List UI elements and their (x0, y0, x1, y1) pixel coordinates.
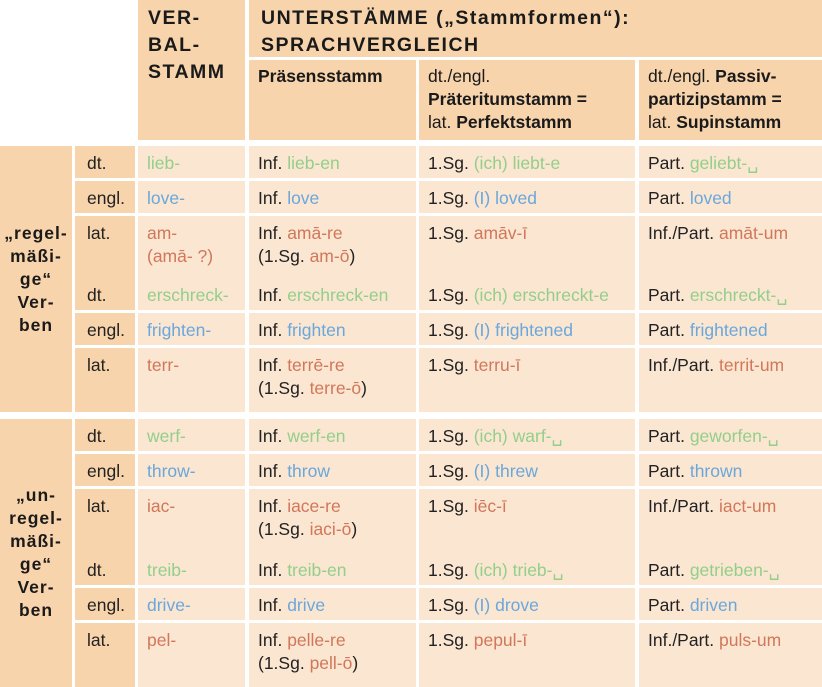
verb-stem: erschreck- (147, 285, 229, 305)
praeteritum-prefix: 1.Sg. (428, 496, 474, 516)
supin-prefix: Part. (648, 188, 690, 208)
praeteritum-line (428, 284, 627, 307)
supin-line (648, 152, 814, 175)
language-cell (75, 419, 135, 451)
supin-prefix: Part. (648, 285, 690, 305)
verbalstamm-line: BAL- (148, 34, 201, 56)
verb-stem: lieb- (147, 153, 181, 173)
praesens-line (258, 594, 408, 617)
praesens-line (258, 284, 408, 307)
praeteritum-prefix: 1.Sg. (428, 560, 474, 580)
supin-line1-bold: Passiv- (715, 66, 777, 86)
language-label: dt. (87, 426, 107, 446)
unterstaemme-line: SPRACHVERGLEICH (261, 34, 480, 56)
verb-stem-line (147, 187, 237, 210)
verb-stem-cell (138, 553, 245, 585)
praet-line1-text: dt./engl. (428, 66, 491, 86)
praeteritum-line (428, 594, 627, 617)
verb-stem: love- (147, 188, 185, 208)
praesens-line (258, 559, 408, 582)
verb-stem-cell (138, 454, 245, 486)
language-label: engl. (87, 320, 125, 340)
group-label-irregular (0, 419, 72, 687)
verb-stem-cell (138, 588, 245, 620)
header-corner (0, 0, 135, 140)
praesens-alt-suffix: ) (361, 378, 367, 398)
group-label-line: ben (18, 600, 54, 620)
praesens-alt-line (258, 245, 408, 268)
praesens-line (258, 319, 408, 342)
group-label-line: ge“ (19, 268, 53, 289)
praesens-cell (249, 489, 416, 553)
verb-stem-line (147, 559, 237, 582)
verb-stem: pel- (147, 630, 177, 650)
praeteritum-line (428, 354, 627, 377)
praeteritum-form: pepul-ī (473, 630, 528, 650)
praesens-form: throw (287, 461, 330, 481)
praeteritum-line (428, 425, 627, 448)
supin-cell (639, 553, 822, 585)
praesens-alt-prefix: (1.Sg. (258, 519, 310, 539)
verb-stem-cell (138, 313, 245, 345)
language-label: lat. (87, 496, 111, 516)
praesens-line (258, 629, 408, 652)
supin-cell (639, 216, 822, 280)
praesens-line (258, 187, 408, 210)
praeteritum-form: frightened (495, 320, 573, 340)
praeteritum-line (428, 460, 627, 483)
verb-stem-cell (138, 623, 245, 687)
supin-prefix: Part. (648, 595, 690, 615)
language-label: dt. (87, 285, 107, 305)
praesens-form: iace-re (287, 496, 341, 516)
praeteritum-line (428, 152, 627, 175)
praesens-alt-suffix: ) (352, 653, 359, 673)
praeteritum-prefix: 1.Sg. (428, 188, 474, 208)
praeteritum-cell (419, 348, 635, 412)
supin-form: amāt-um (719, 223, 789, 243)
praeteritum-form: liebt-e (512, 153, 561, 173)
verb-stem-line (147, 425, 237, 448)
verb-stem: iac- (147, 496, 176, 516)
group-label-line: ben (18, 314, 54, 335)
verb-stem-alt-line (147, 245, 237, 268)
supin-prefix: Inf./Part. (648, 355, 719, 375)
supin-line2 (648, 88, 814, 111)
supin-cell (639, 419, 822, 451)
verbalstamm-line: VER- (148, 7, 201, 29)
praet-line1 (428, 65, 627, 88)
language-label: dt. (87, 153, 107, 173)
supin-line (648, 629, 814, 652)
supin-line (648, 284, 814, 307)
praeteritum-prefix: 1.Sg. (428, 595, 474, 615)
praesens-form: treib-en (287, 560, 347, 580)
header-supinstamm (639, 60, 822, 140)
praesens-prefix: Inf. (258, 461, 288, 481)
verb-stem: drive- (147, 595, 191, 615)
group-label-line: „regel- (4, 222, 68, 243)
verb-stem: throw- (147, 461, 196, 481)
supin-cell (639, 588, 822, 620)
supin-form: erschreckt-␣ (689, 285, 788, 305)
praesens-line (258, 425, 408, 448)
praeteritum-cell (419, 313, 635, 345)
praesens-prefix: Inf. (258, 320, 288, 340)
supin-cell (639, 348, 822, 412)
supin-line (648, 319, 814, 342)
supin-form: puls-um (719, 630, 782, 650)
supin-cell (639, 623, 822, 687)
praeteritum-prefix: 1.Sg. (428, 320, 474, 340)
praesens-form: pelle-re (287, 630, 346, 650)
verb-stem-line (147, 460, 237, 483)
verb-stem: am- (147, 223, 178, 243)
supin-prefix: Part. (648, 426, 690, 446)
praesens-form: erschreck-en (287, 285, 389, 305)
praeteritum-form: erschreckt-e (512, 285, 609, 305)
praeteritum-prefix: 1.Sg. (428, 355, 474, 375)
supin-line (648, 559, 814, 582)
verb-stem: frighten- (147, 320, 212, 340)
verb-stem-cell (138, 146, 245, 178)
praet-line3-prefix: lat. (428, 112, 457, 132)
praeteritum-prefix: 1.Sg. (428, 153, 474, 173)
verb-stem-line (147, 629, 237, 652)
group-label-line: regel- (9, 508, 63, 528)
praesens-cell (249, 588, 416, 620)
supin-cell (639, 454, 822, 486)
supin-form: loved (689, 188, 732, 208)
praesens-cell (249, 313, 416, 345)
language-cell (75, 553, 135, 585)
language-label: dt. (87, 560, 107, 580)
supin-form: getrieben-␣ (689, 560, 780, 580)
praesens-form: werf-en (287, 426, 346, 446)
language-label: engl. (87, 595, 125, 615)
praesens-line (258, 460, 408, 483)
praesens-form: lieb-en (287, 153, 340, 173)
praeteritum-line (428, 629, 627, 652)
praeteritum-form: amāv-ī (473, 223, 528, 243)
verb-stem-cell (138, 419, 245, 451)
praesens-alt-line (258, 652, 408, 675)
praet-line2-text: Präteritumstamm = (428, 89, 588, 109)
supin-prefix: Part. (648, 560, 690, 580)
praeteritum-cell (419, 553, 635, 585)
praeteritum-line (428, 319, 627, 342)
praesens-cell (249, 278, 416, 310)
verb-stem-line (147, 495, 237, 518)
supin-prefix: Part. (648, 153, 690, 173)
language-cell (75, 348, 135, 412)
verb-stem-cell (138, 278, 245, 310)
praesens-alt-prefix: (1.Sg. (258, 246, 310, 266)
language-cell (75, 313, 135, 345)
language-label: lat. (87, 355, 111, 375)
praeteritum-line (428, 495, 627, 518)
language-cell (75, 623, 135, 687)
praeteritum-prefix: 1.Sg. (428, 461, 474, 481)
supin-line (648, 222, 814, 245)
praeteritum-form: trieb-␣ (512, 560, 564, 580)
praeteritum-pronoun: (ich) (473, 426, 513, 446)
group-label-line: Ver- (17, 291, 55, 312)
header-unterstaemme (249, 0, 822, 57)
praeteritum-cell (419, 623, 635, 687)
praesens-cell (249, 419, 416, 451)
supin-form: geliebt-␣ (689, 153, 759, 173)
supin-prefix: Inf./Part. (648, 630, 719, 650)
praeteritum-form: warf-␣ (512, 426, 563, 446)
language-label: engl. (87, 461, 125, 481)
praesens-prefix: Inf. (258, 153, 288, 173)
verbalstamm-line: STAMM (148, 61, 226, 83)
praesens-line (258, 222, 408, 245)
supin-line1 (648, 65, 814, 88)
group-label-regular (0, 146, 72, 412)
verb-stem: werf- (147, 426, 186, 446)
praeteritum-cell (419, 419, 635, 451)
group-label-line: „un- (16, 485, 56, 505)
praesens-prefix: Inf. (258, 560, 288, 580)
praet-line3 (428, 111, 627, 134)
verb-stem-cell (138, 489, 245, 553)
praeteritum-pronoun: (I) (473, 461, 496, 481)
praeteritum-cell (419, 454, 635, 486)
praeteritum-prefix: 1.Sg. (428, 630, 474, 650)
praesens-cell (249, 146, 416, 178)
supin-line1-prefix: dt./engl. (648, 66, 716, 86)
supin-form: driven (689, 595, 738, 615)
supin-form: frightened (689, 320, 768, 340)
praeteritum-pronoun: (I) (473, 320, 496, 340)
praeteritum-form: loved (495, 188, 537, 208)
praesensstamm-label: Präsensstamm (258, 66, 383, 86)
praeteritum-form: drove (495, 595, 539, 615)
praet-line2 (428, 88, 627, 111)
praesens-prefix: Inf. (258, 188, 288, 208)
praesens-prefix: Inf. (258, 223, 288, 243)
language-cell (75, 278, 135, 310)
language-label: lat. (87, 630, 111, 650)
language-cell (75, 181, 135, 213)
praesens-cell (249, 348, 416, 412)
supin-prefix: Inf./Part. (648, 496, 719, 516)
supin-line (648, 460, 814, 483)
praeteritum-form: threw (495, 461, 538, 481)
verb-stem-line (147, 152, 237, 175)
language-cell (75, 146, 135, 178)
verb-stem-line (147, 284, 237, 307)
supin-cell (639, 489, 822, 553)
supin-line (648, 495, 814, 518)
verb-stem-cell (138, 216, 245, 280)
praesens-prefix: Inf. (258, 285, 288, 305)
praesens-line (258, 495, 408, 518)
praesens-alt-line (258, 518, 408, 541)
praeteritum-cell (419, 278, 635, 310)
supin-line (648, 354, 814, 377)
header-praesensstamm (249, 60, 416, 140)
verb-stem: treib- (147, 560, 187, 580)
praesens-form: love (287, 188, 320, 208)
supin-line3-bold: Supinstamm (676, 112, 782, 132)
praesens-alt-form: am-ō (309, 246, 350, 266)
supin-form: geworfen-␣ (689, 426, 779, 446)
supin-line (648, 594, 814, 617)
praeteritum-form: iēc-ī (473, 496, 507, 516)
praesens-alt-form: iaci-ō (309, 519, 352, 539)
supin-cell (639, 146, 822, 178)
praesens-prefix: Inf. (258, 595, 288, 615)
language-cell (75, 454, 135, 486)
praeteritum-prefix: 1.Sg. (428, 426, 474, 446)
praesens-form: amā-re (287, 223, 343, 243)
praesens-alt-prefix: (1.Sg. (258, 378, 310, 398)
praesens-cell (249, 454, 416, 486)
praesens-cell (249, 216, 416, 280)
praesens-prefix: Inf. (258, 630, 288, 650)
verb-stem: terr- (147, 355, 180, 375)
verb-stem-alt: (amā- ?) (147, 246, 214, 266)
supin-line3 (648, 111, 814, 134)
praesens-prefix: Inf. (258, 426, 288, 446)
praeteritum-pronoun: (ich) (473, 153, 513, 173)
praeteritum-pronoun: (ich) (473, 560, 513, 580)
praet-line3-bold: Perfektstamm (456, 112, 572, 132)
supin-form: territ-um (719, 355, 785, 375)
supin-prefix: Part. (648, 320, 690, 340)
language-cell (75, 588, 135, 620)
group-label-line: mäßi- (10, 531, 62, 551)
supin-line2-text: partizipstamm = (648, 89, 782, 109)
praesens-prefix: Inf. (258, 355, 288, 375)
praeteritum-pronoun: (I) (473, 595, 496, 615)
praeteritum-pronoun: (I) (473, 188, 496, 208)
praesens-line (258, 152, 408, 175)
praeteritum-prefix: 1.Sg. (428, 285, 474, 305)
supin-cell (639, 181, 822, 213)
praeteritum-form: terru-ī (473, 355, 521, 375)
supin-prefix: Inf./Part. (648, 223, 719, 243)
praeteritum-line (428, 559, 627, 582)
group-label-line: Ver- (17, 577, 55, 597)
verb-stem-line (147, 354, 237, 377)
supin-cell (639, 278, 822, 310)
language-cell (75, 216, 135, 280)
verb-stem-line (147, 319, 237, 342)
praesens-form: frighten (287, 320, 346, 340)
verb-stem-line (147, 594, 237, 617)
supin-line3-prefix: lat. (648, 112, 677, 132)
praeteritum-line (428, 222, 627, 245)
praesens-alt-form: terre-ō (309, 378, 362, 398)
supin-cell (639, 313, 822, 345)
praesens-prefix: Inf. (258, 496, 288, 516)
praeteritum-line (428, 187, 627, 210)
supin-line (648, 187, 814, 210)
praeteritum-prefix: 1.Sg. (428, 223, 474, 243)
praeteritum-pronoun: (ich) (473, 285, 513, 305)
verb-stem-cell (138, 348, 245, 412)
supin-line (648, 425, 814, 448)
praesens-alt-line (258, 377, 408, 400)
group-label-line: mäßi- (10, 245, 62, 266)
supin-form: iact-um (719, 496, 777, 516)
language-label: lat. (87, 223, 111, 243)
language-label: engl. (87, 188, 125, 208)
praesens-cell (249, 181, 416, 213)
supin-form: thrown (689, 461, 743, 481)
praesens-form: drive (287, 595, 326, 615)
praesens-alt-suffix: ) (349, 246, 356, 266)
header-verbalstamm (138, 0, 245, 140)
praesens-form: terrē-re (287, 355, 345, 375)
supin-prefix: Part. (648, 461, 690, 481)
praesens-cell (249, 623, 416, 687)
praeteritum-cell (419, 146, 635, 178)
praeteritum-cell (419, 216, 635, 280)
header-praeteritumstamm (419, 60, 635, 140)
praesens-line (258, 354, 408, 377)
verb-stem-line (147, 222, 237, 245)
language-cell (75, 489, 135, 553)
praeteritum-cell (419, 489, 635, 553)
praesens-alt-suffix: ) (351, 519, 358, 539)
unterstaemme-line: UNTERSTÄMME („Stammformen“): (261, 7, 631, 29)
praeteritum-cell (419, 181, 635, 213)
verb-stem-cell (138, 181, 245, 213)
praesens-alt-prefix: (1.Sg. (258, 653, 310, 673)
praesens-alt-form: pell-ō (309, 653, 353, 673)
praeteritum-cell (419, 588, 635, 620)
group-label-line: ge“ (19, 554, 53, 574)
praesens-cell (249, 553, 416, 585)
